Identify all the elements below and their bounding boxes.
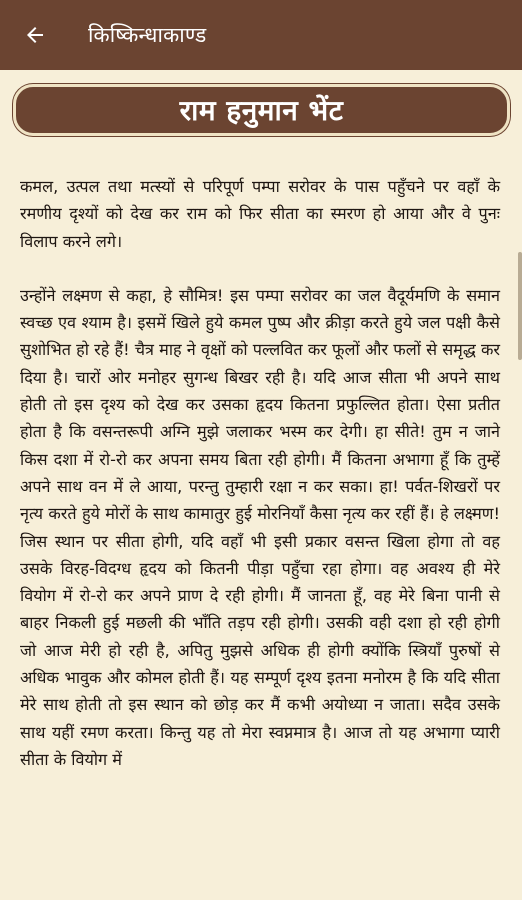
paragraph-2: उन्होंने लक्ष्मण से कहा, हे सौमित्र! इस पम्पा सरोवर का जल वैदूर्यमणि के समान स्वच्छ एव श्याम है। इसमें खिले हुये कमल पुष्प और क्रीड़ा करते हुये जल पक्षी कैसे सुशोभित हो रहे हैं! चैत्र माह ने वृक्षों को पल्लवित कर फूलों और फलों से समृद्ध कर दिया है। चारों ओर मनोहर सुगन्ध बिखर रही है। यदि आज सीता भी अपने साथ होती तो इस दृश्य को देख कर उसका हृदय कितना प्रफुल्लित होता। ऐसा प्रतीत होता है कि वसन्तरूपी अग्नि मुझे जलाकर भस्म कर देगी। हा सीते! तुम न जाने किस दशा में रो-रो कर अपना समय बिता रही होगी। मैं कितना अभागा हूँ कि तुम्हें अपने साथ वन में ले आया, परन्तु तुम्हारी रक्षा न कर सका। हा! पर्वत-शिखरों पर नृत्य करते हुये मोरों के साथ कामातुर हुई मोरनियाँ कैसा नृत्य कर रहीं हैं। हे लक्ष्मण! जिस स्थान पर सीता होगी, यदि वहाँ भी इसी प्रकार वसन्त खिला होगा तो वह उसके विरह-विदग्ध हृदय को कितनी पीड़ा पहुँचा रहा होगा। वह अवश्य ही मेरे वियोग में रो-रो कर अपने प्राण दे रही होगी। मैं जानता हूँ, वह मेरे बिना पानी से बाहर निकली हुई मछली की भाँति तड़प रही होगी। उसकी वही दशा हो रही होगी जो आज मेरी हो रही है, अपितु मुझसे अधिक ही होगी क्योंकि स्त्रियाँ पुरुषों से अधिक भावुक और कोमल होती हैं। यह सम्पूर्ण दृश्य इतना मनोरम है कि यदि सीता मेरे साथ होती तो इस स्थान को छोड़ कर मैं कभी अयोध्या न जाता। सदैव उसके साथ यहीं रमण करता। किन्तु यह तो मेरा स्वप्नमात्र है। आज तो यह अभागा प्यारी सीता के वियोग में: [20, 285, 500, 769]
chapter-content[interactable]: [0, 70, 522, 900]
article-text: [20, 173, 500, 800]
back-button[interactable]: [0, 0, 70, 70]
scrollbar-thumb[interactable]: [518, 252, 522, 360]
paragraph-1: कमल, उत्पल तथा मत्स्यों से परिपूर्ण पम्पा सरोवर के पास पहुँचने पर वहाँ के रमणीय दृश्यों को देख कर राम को फिर सीता का स्मरण हो आया और वे पुनः विलाप करने लगे।: [20, 177, 500, 251]
arrow-left-icon: [23, 23, 47, 47]
app-bar: [0, 0, 522, 70]
chapter-heading: राम हनुमान भेंट: [179, 94, 344, 127]
app-title: किष्किन्धाकाण्ड: [88, 23, 207, 47]
chapter-heading-box: [13, 84, 510, 136]
